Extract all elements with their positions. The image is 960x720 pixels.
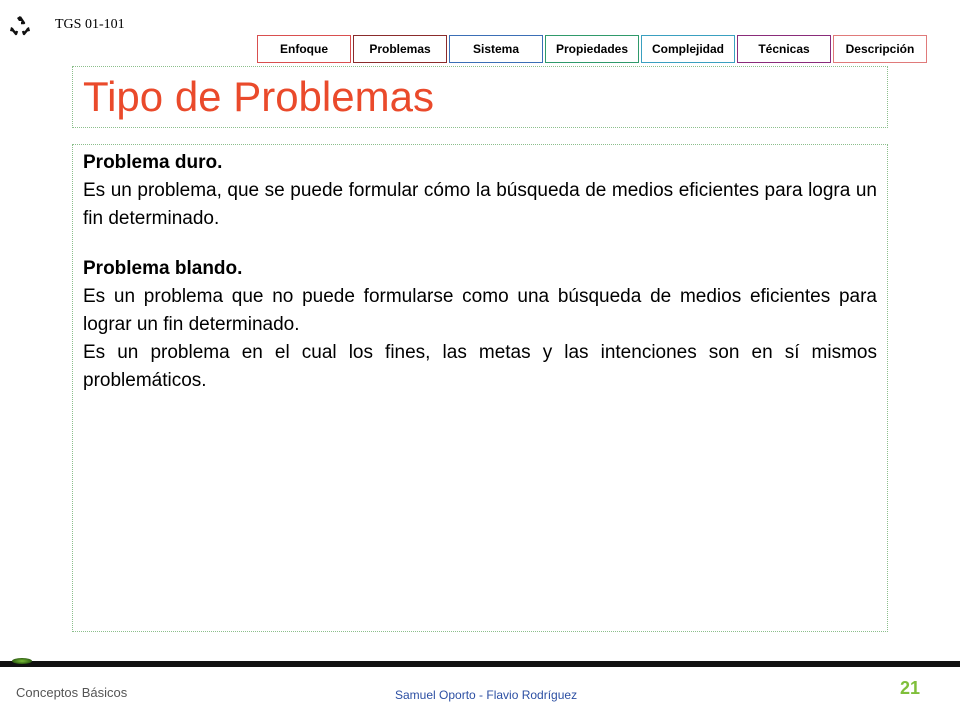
tab-problemas[interactable]: Problemas (353, 35, 447, 63)
section-heading-hard-problem: Problema duro. (83, 152, 223, 173)
footer-divider (0, 661, 960, 667)
footer-section-label: Conceptos Básicos (16, 685, 128, 700)
title-panel (72, 66, 888, 128)
footer-accent (12, 658, 32, 664)
page-title: Tipo de Problemas (83, 73, 434, 120)
hard-problem-definition: Es un problema, que se puede formular cómo la búsqueda de medios eficientes para logra un fin determinado. (83, 180, 877, 229)
section-heading-soft-problem: Problema blando. (83, 258, 243, 279)
tab-sistema[interactable]: Sistema (449, 35, 543, 63)
footer-authors: Samuel Oporto - Flavio Rodríguez (395, 688, 578, 702)
course-code: TGS 01-101 (55, 17, 125, 32)
soft-problem-definition: Es un problema que no puede formularse como una búsqueda de medios eficientes para lograr un fin determinado. (83, 286, 877, 335)
tab-descripcion[interactable]: Descripción (833, 35, 927, 63)
tab-propiedades[interactable]: Propiedades (545, 35, 639, 63)
content-panel (72, 144, 888, 632)
page-number: 21 (900, 678, 921, 698)
tab-tecnicas[interactable]: Técnicas (737, 35, 831, 63)
tab-enfoque[interactable]: Enfoque (257, 35, 351, 63)
section-nav (257, 35, 927, 63)
soft-problem-detail: Es un problema en el cual los fines, las metas y las intenciones son en sí mismos problemáticos. (83, 342, 877, 391)
recycle-icon (8, 14, 32, 38)
tab-complejidad[interactable]: Complejidad (641, 35, 735, 63)
